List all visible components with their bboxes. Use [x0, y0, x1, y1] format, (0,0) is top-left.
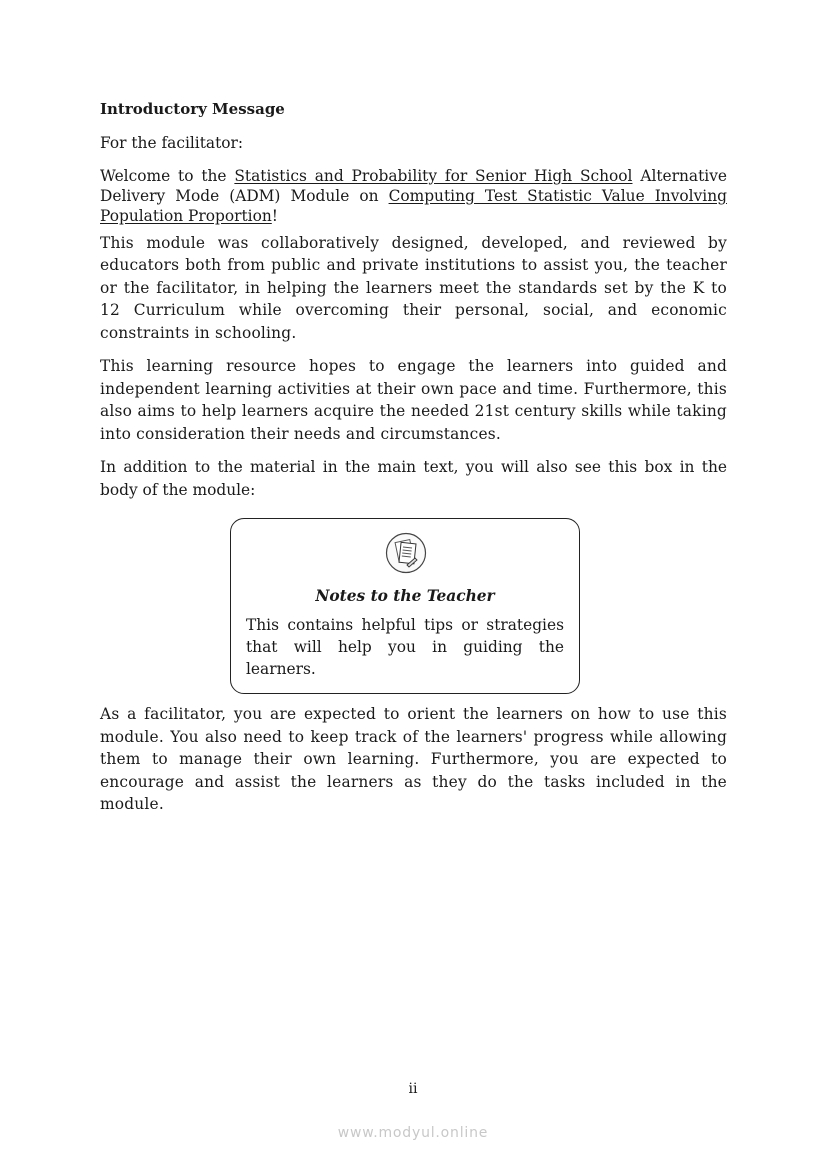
notes-icon: [385, 532, 427, 574]
page-heading: Introductory Message: [100, 100, 285, 118]
paragraph-closing: As a facilitator, you are expected to orient the learners on how to use this module. You also need to keep track of the learners' progress while allowing them to manage their own learning. Furthermore, you are expected to encourage and assist the learners as they do the tasks included in the module.: [100, 705, 727, 813]
watermark: www.modyul.online: [337, 1125, 489, 1141]
page-number: ii: [408, 1081, 418, 1097]
module-title: Computing Test Statistic Value Involving Population Proportion: [100, 186, 727, 225]
paragraph-resource: This learning resource hopes to engage the learners into guided and independent learning activities at their own pace and time. Furthermore, this also aims to help learners acquire the needed 21st century skills while taking into consideration their needs and circumstances.: [100, 357, 727, 443]
paragraph-purpose: This module was collaboratively designed, developed, and reviewed by educators both from public and private institutions to assist you, the teacher or the facilitator, in helping the learners meet the standards set by the K to 12 Curriculum while overcoming their personal, social, and economic constraints in schooling.: [100, 233, 727, 342]
closing-section: [100, 703, 727, 827]
course-title: Statistics and Probability for Senior High School: [234, 166, 633, 185]
notes-to-teacher-box: [230, 518, 580, 694]
welcome-paragraph: [100, 166, 727, 226]
paragraph-box-intro: In addition to the material in the main text, you will also see this box in the body of the module:: [100, 458, 727, 499]
welcome-suffix: !: [271, 206, 278, 225]
welcome-prefix: Welcome to the: [100, 166, 235, 185]
document-body: [100, 97, 727, 512]
welcome-middle: Alternative Delivery Mode (ADM) Module on: [100, 166, 728, 205]
notes-title: Notes to the Teacher: [315, 587, 495, 605]
for-facilitator: For the facilitator:: [100, 134, 244, 152]
notes-body: This contains helpful tips or strategies that will help you in guiding the learners.: [246, 616, 564, 678]
